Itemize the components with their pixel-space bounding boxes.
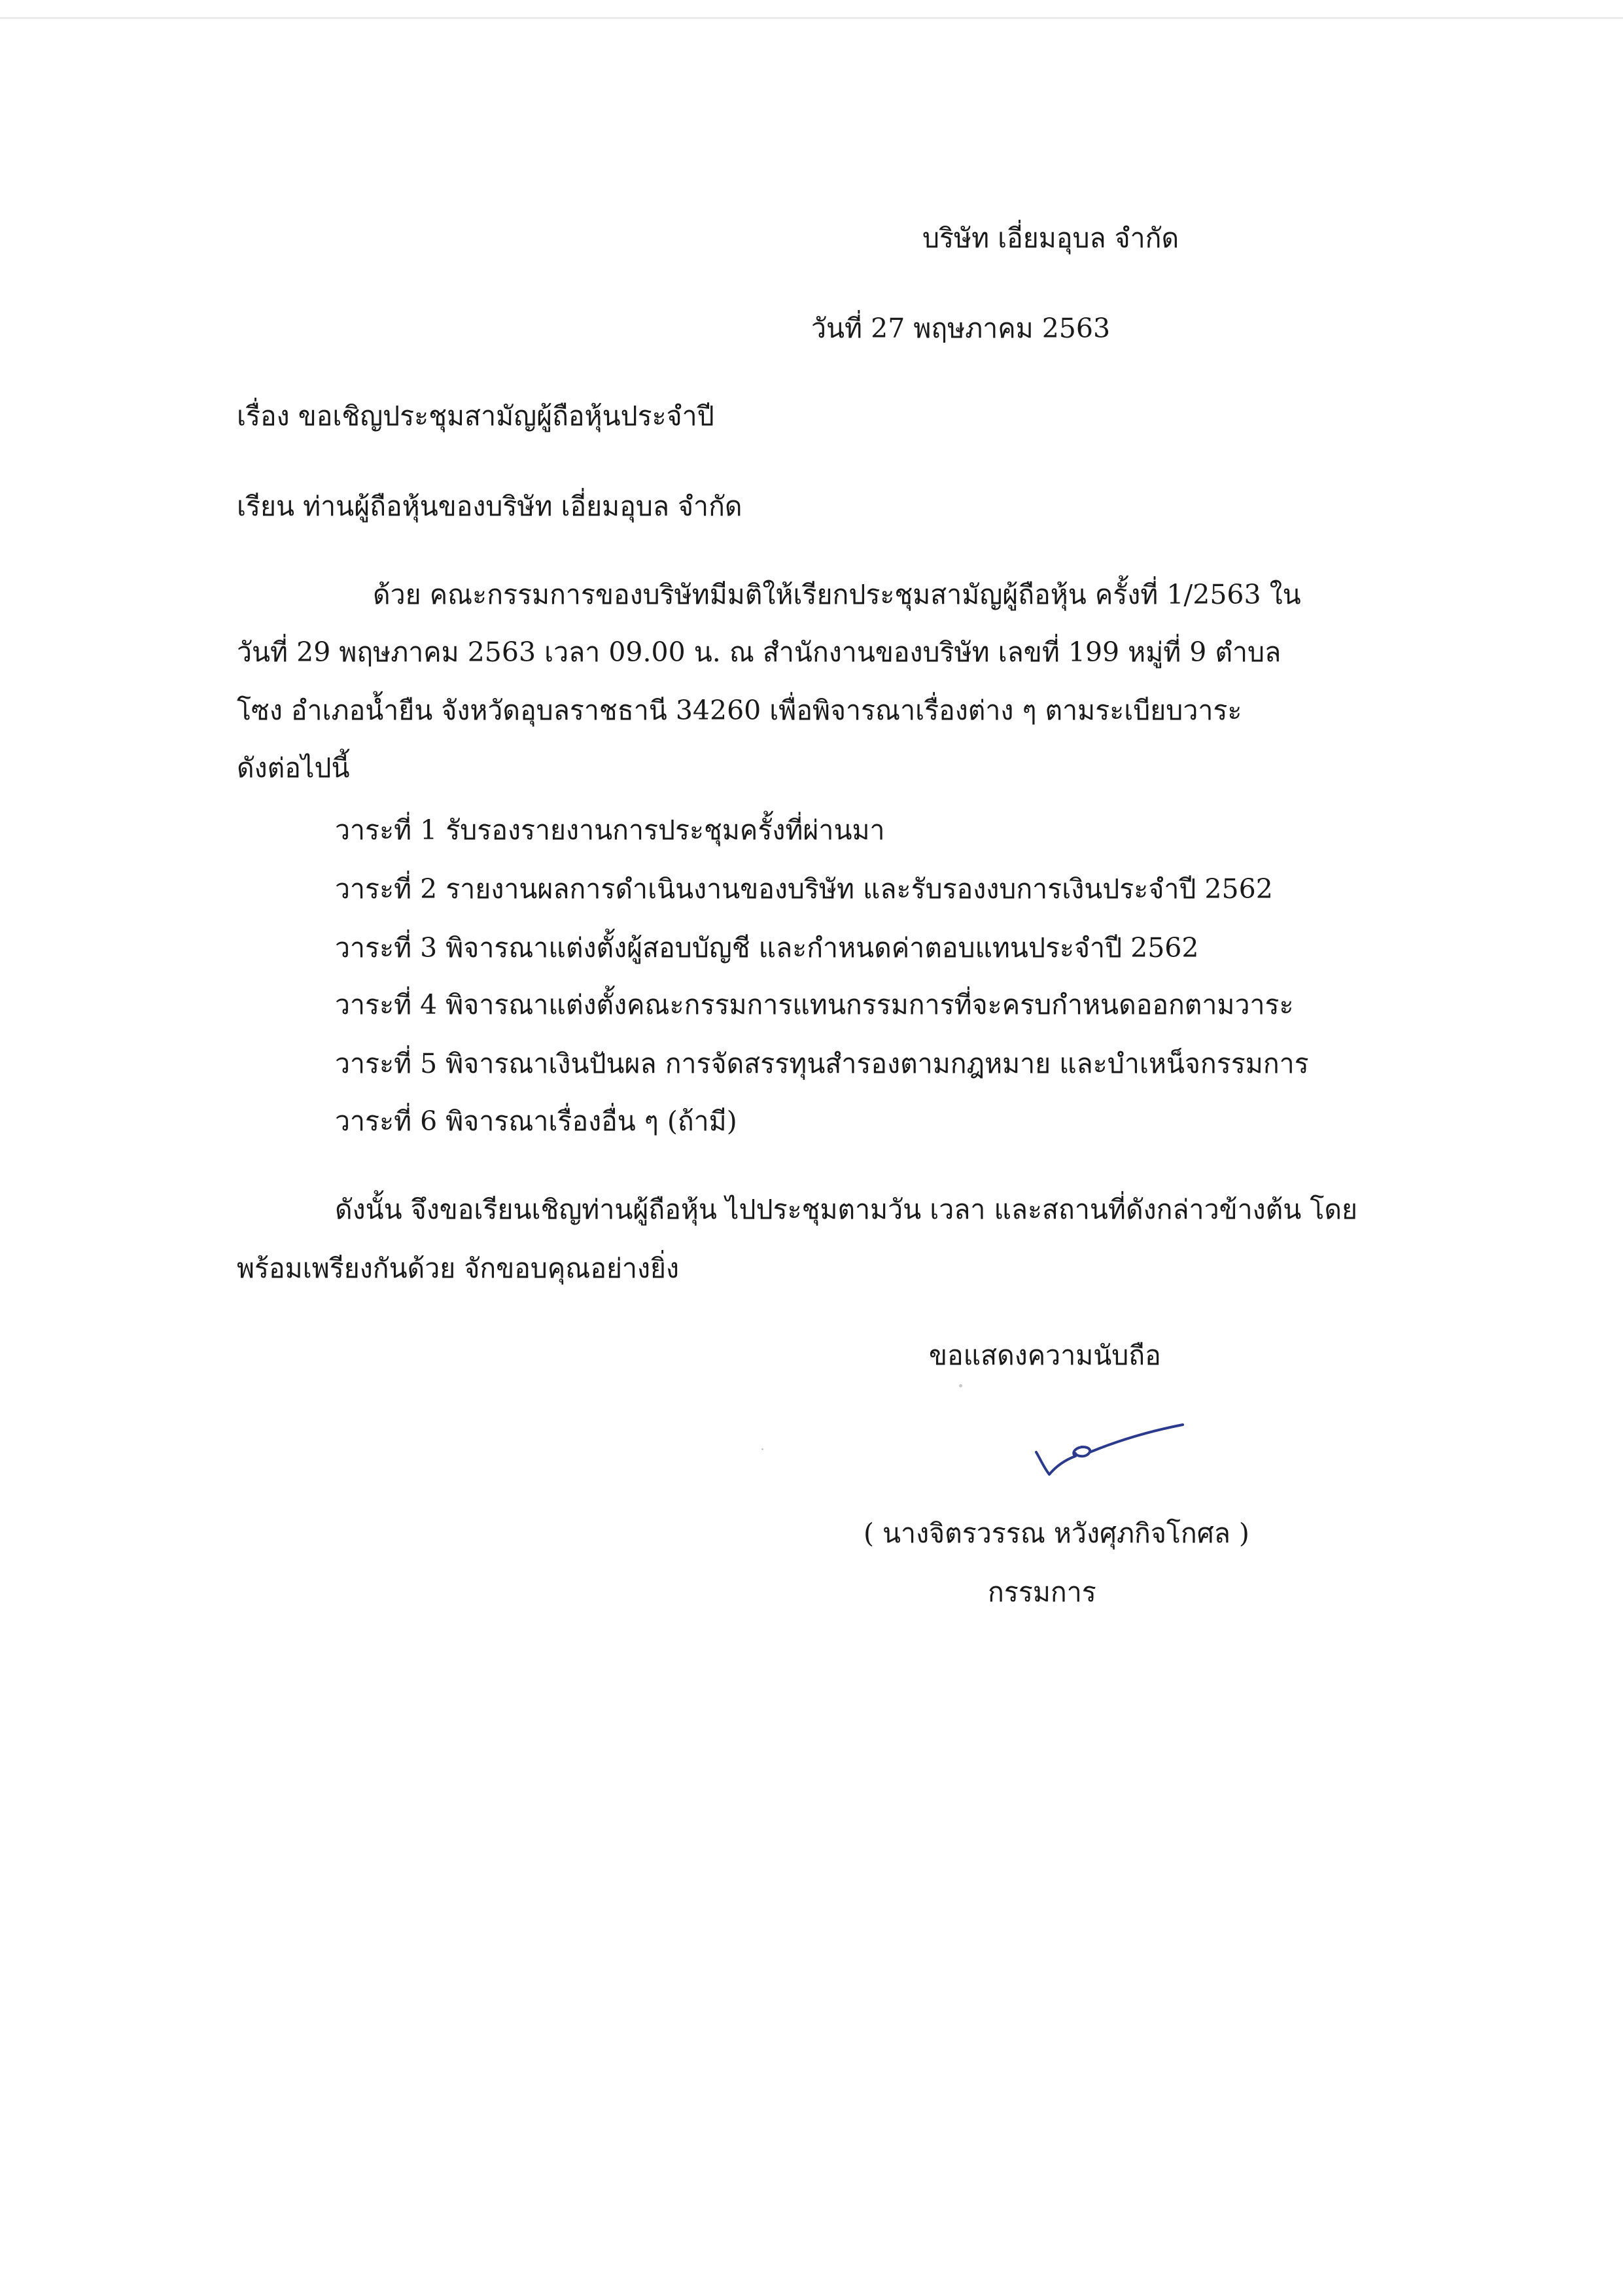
body-line: ด้วย คณะกรรมการของบริษัทมีมติให้เรียกประชุมสามัญผู้ถือหุ้น ครั้งที่ 1/2563 ใน — [373, 579, 1301, 610]
signature — [1034, 1418, 1191, 1490]
signatory-name: ( นางจิตรวรรณ หวังศุภกิจโกศล ) — [864, 1518, 1249, 1549]
body-line: ดังต่อไปนี้ — [237, 752, 350, 784]
company-name: บริษัท เอี่ยมอุบล จำกัด — [922, 222, 1179, 254]
agenda-item: วาระที่ 5 พิจารณาเงินปันผล การจัดสรรทุนสำรองตามกฎหมาย และบำเหน็จกรรมการ — [335, 1048, 1309, 1079]
closing-line: ดังนั้น จึงขอเรียนเชิญท่านผู้ถือหุ้น ไปประชุมตามวัน เวลา และสถานที่ดังกล่าวข้างต้น โดย — [335, 1194, 1358, 1225]
body-line: วันที่ 29 พฤษภาคม 2563 เวลา 09.00 น. ณ สำนักงานของบริษัท เลขที่ 199 หมู่ที่ 9 ตำบล — [237, 636, 1282, 668]
body-line: โซง อำเภอน้ำยืน จังหวัดอุบลราชธานี 34260 เพื่อพิจารณาเรื่องต่าง ๆ ตามระเบียบวาระ — [237, 695, 1242, 726]
closing-line: พร้อมเพรียงกันด้วย จักขอบคุณอย่างยิ่ง — [237, 1253, 680, 1284]
agenda-item: วาระที่ 2 รายงานผลการดำเนินงานของบริษัท และรับรองงบการเงินประจำปี 2562 — [335, 873, 1273, 905]
agenda-item: วาระที่ 4 พิจารณาแต่งตั้งคณะกรรมการแทนกรรมการที่จะครบกำหนดออกตามวาระ — [335, 989, 1294, 1020]
letter-subject: เรื่อง ขอเชิญประชุมสามัญผู้ถือหุ้นประจำปี — [237, 400, 714, 432]
sign-off: ขอแสดงความนับถือ — [929, 1340, 1161, 1371]
letter-date: วันที่ 27 พฤษภาคม 2563 — [811, 313, 1111, 344]
signatory-title: กรรมการ — [988, 1576, 1096, 1608]
agenda-item: วาระที่ 1 รับรองรายงานการประชุมครั้งที่ผ่านมา — [335, 814, 885, 846]
page-top-rule — [0, 17, 1623, 19]
scan-speck — [761, 1448, 763, 1450]
letter-recipient: เรียน ท่านผู้ถือหุ้นของบริษัท เอี่ยมอุบล จำกัด — [237, 491, 742, 522]
agenda-item: วาระที่ 6 พิจารณาเรื่องอื่น ๆ (ถ้ามี) — [335, 1105, 737, 1137]
scan-speck — [959, 1384, 962, 1387]
agenda-item: วาระที่ 3 พิจารณาแต่งตั้งผู้สอบบัญชี และกำหนดค่าตอบแทนประจำปี 2562 — [335, 932, 1199, 964]
